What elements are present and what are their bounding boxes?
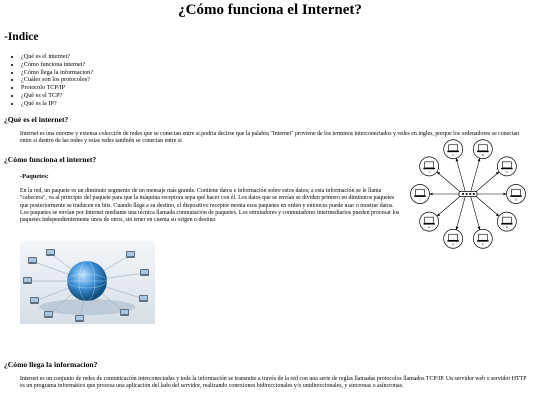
toc-link-tcp-ip[interactable]: Protocolo TCP/IP — [21, 84, 66, 92]
diagram-node-label: H — [428, 226, 431, 230]
toc-item[interactable] — [21, 100, 93, 108]
laptop-icon — [449, 234, 458, 240]
subheading-paquetes: -Paquetes: — [20, 173, 49, 180]
diagram-link — [475, 172, 499, 192]
diagram-hub-port — [462, 193, 464, 195]
diagram-arrowhead — [478, 158, 481, 161]
toc-link-como-llega[interactable]: ¿Cómo llega la informacion? — [21, 68, 93, 76]
diagram-arrowhead — [456, 226, 459, 229]
diagram-arrowhead — [430, 193, 433, 196]
diagram-hub-port — [466, 193, 468, 195]
diagram-node-label: F — [482, 243, 484, 247]
section-text-como-llega: Internet es un conjunto de redes de comunicación interconectadas y toda la información se transmite a través de la red con una serie de reglas llamadas protocolos llamados TCP/IP. Un servidor web o servidor HTTP es un programa informático que procesa una aplicación del lado del servidor, realizando conexiones bidireccionales y/o unidireccionales, y síncronas o asíncronas. — [20, 376, 527, 390]
network-globe-image — [20, 241, 155, 324]
laptop-icon — [502, 162, 511, 168]
diagram-hub-port — [469, 193, 471, 195]
toc-link-tcp[interactable]: ¿Qué es el TCP? — [21, 91, 63, 99]
section-heading-como-funciona: ¿Cómo funciona el internet? — [4, 155, 97, 164]
diagram-hub-port — [473, 193, 475, 195]
toc-item[interactable] — [21, 84, 93, 92]
laptop-icon — [449, 145, 458, 151]
section-text-paquetes: En la red, un paquete es un diminuto segmento de un mensaje más grande. Contiene datos e información sobre estos datos; a esta información se le llama "cabecera", va al principio del paquete para que la máquina receptora sepa qué hacer con él. Los datos que se envían se dividen primero en diminutos paquetes que posteriormente se traducen en bits. Cuando llega a su destino, el dispositivo receptor monta esos paquetes en orden y entonces puede usar o mostrar datos. Los paquetes se envían por Internet mediante una técnica llamada conmutación de paquetes. Los enrutadores y conmutadores intermediarios pueden procesar los paquetes independientemente unos de otros, sin tener en cuenta su origen o destino — [20, 188, 400, 224]
diagram-arrowhead — [504, 193, 507, 196]
diagram-node-label: G — [452, 243, 455, 247]
diagram-node-label: B — [481, 153, 484, 157]
diagram-node-label: C — [505, 170, 508, 174]
toc-item[interactable] — [21, 53, 93, 61]
laptop-base — [423, 223, 435, 224]
diagram-node-label: I — [419, 198, 421, 202]
laptop-base — [447, 151, 459, 152]
laptop-icon — [478, 234, 487, 240]
diagram-link — [471, 197, 480, 230]
laptop-icon — [416, 190, 425, 196]
toc-link-protocolos[interactable]: ¿Cuáles son los protocolos? — [21, 76, 90, 84]
index-heading: -Indice — [4, 31, 39, 43]
toc-item[interactable] — [21, 92, 93, 100]
laptop-base — [414, 196, 426, 197]
diagram-link — [471, 158, 480, 191]
toc-link-ip[interactable]: ¿Qué es la IP? — [21, 99, 57, 107]
laptop-base — [510, 196, 522, 197]
laptop-base — [477, 151, 489, 152]
toc-item[interactable] — [21, 61, 93, 69]
section-heading-que-es: ¿Qué es el internet? — [4, 115, 69, 124]
toc-link-como-funciona[interactable]: ¿Cómo funciona internet? — [21, 60, 86, 68]
laptop-icon — [502, 217, 511, 223]
laptop-icon — [512, 190, 521, 196]
laptop-base — [501, 223, 513, 224]
diagram-node-label: J — [428, 170, 430, 174]
diagram-link — [437, 196, 461, 216]
table-of-contents — [13, 53, 93, 108]
section-heading-como-llega: ¿Cómo llega la informacion? — [4, 360, 98, 369]
diagram-node-label: E — [505, 226, 508, 230]
diagram-link — [456, 197, 465, 230]
laptop-icon — [478, 145, 487, 151]
diagram-canvas — [400, 136, 536, 264]
diagram-arrowhead — [456, 158, 459, 161]
section-text-que-es: Internet es una enorme y extensa colección de redes que se conectan entre si.podria decirse que la palabra "Internet" proviene de los terminos interconectados y redes en ingles, porque los ordenadores se conectan entre si dentro de las redes y estas redes también se conectan entre si — [20, 131, 520, 145]
diagram-node-label: A — [452, 153, 455, 157]
laptop-base — [501, 168, 513, 169]
page-title: ¿Cómo funciona el Internet? — [178, 2, 362, 18]
laptop-base — [447, 240, 459, 241]
diagram-node-label: D — [515, 198, 517, 202]
diagram-arrowhead — [478, 226, 481, 229]
toc-item[interactable] — [21, 69, 93, 77]
laptop-base — [423, 168, 435, 169]
diagram-link — [475, 196, 499, 216]
laptop-base — [477, 240, 489, 241]
network-star-diagram — [400, 136, 536, 264]
diagram-link — [456, 158, 465, 191]
laptop-icon — [425, 162, 434, 168]
toc-link-que-es-internet[interactable]: ¿Qué es el internet? — [21, 53, 70, 60]
diagram-link — [437, 172, 461, 192]
laptop-icon — [425, 217, 434, 223]
toc-item[interactable] — [21, 76, 93, 84]
